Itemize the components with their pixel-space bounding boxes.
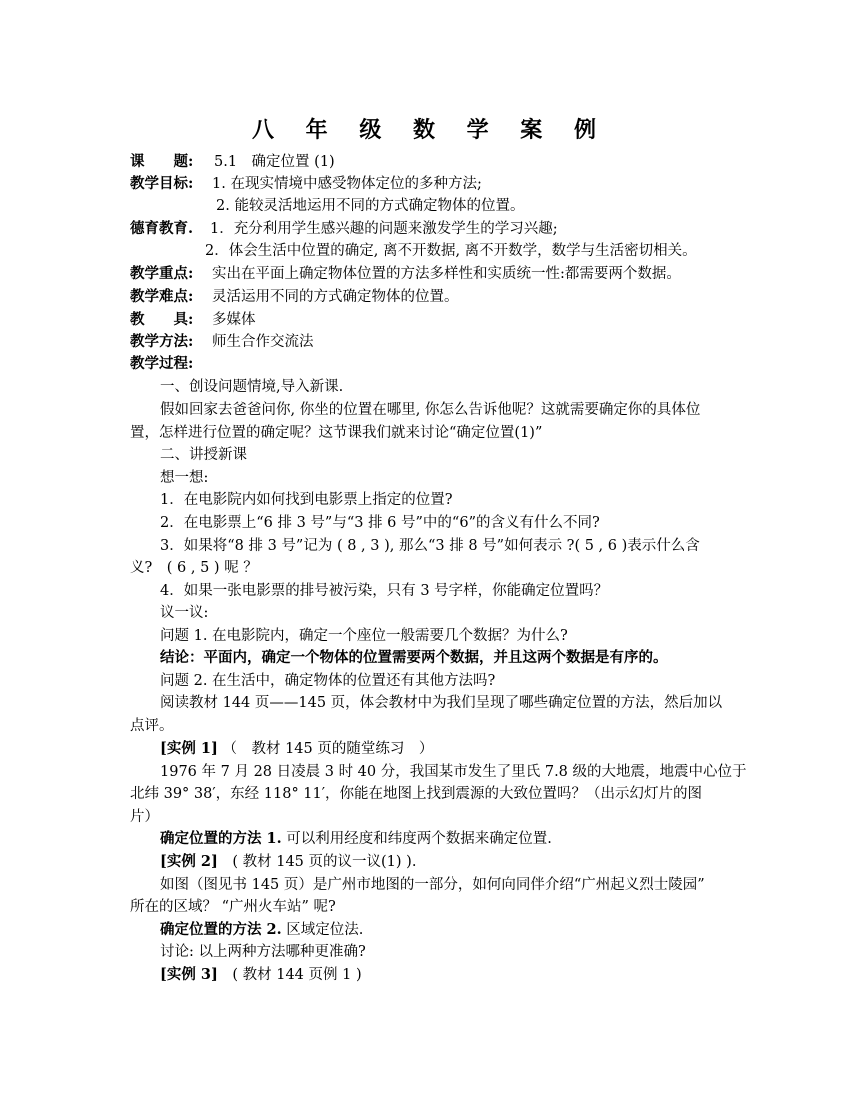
moral-2: 2．体会生活中位置的确定, 离不开数据, 离不开数学，数学与生活密切相关。 [205,243,697,259]
example-2-line-1: 如图（图见书 145 页）是广州市地图的一部分，如何向同伴介绍“广州起义烈士陵园” [160,877,705,893]
method-2-text: 区域定位法. [281,922,364,938]
key-value: 实出在平面上确定物体位置的方法多样性和实质统一性:都需要两个数据。 [212,266,681,282]
goal-2: 2. 能较灵活地运用不同的方式确定物体的位置。 [216,198,525,214]
example-3-source: ( 教材 144 页例 1 ) [217,967,362,983]
goal-1: 1. 在现实情境中感受物体定位的多种方法; [212,176,482,192]
difficult-value: 灵活运用不同的方式确定物体的位置。 [212,289,459,305]
question-4: 4．如果一张电影票的排号被污染，只有 3 号字样，你能确定位置吗？ [160,583,609,599]
method-label: 教学方法: [130,333,194,350]
section-1-heading: 一、创设问题情境,导入新课. [160,379,344,395]
example-1-line-1: 1976 年 7 月 28 日凌晨 3 时 40 分，我国某市发生了里氏 7.8 级的大地震，地震中心位于 [160,764,747,780]
problem-2: 问题 2. 在生活中，确定物体的位置还有其他方法吗? [160,673,496,689]
example-2-line-2: 所在的区域？ “广州火车站” 呢? [130,899,336,915]
moral-row [130,219,558,239]
question-3-line-1: 3．如果将“8 排 3 号”记为 ( 8 , 3 ), 那么“3 排 8 号”如何表示 ?( 5 , 6 )表示什么含 [160,538,700,554]
example-1-line-3: 片） [130,809,159,825]
example-1-label: [实例 1] [160,740,218,757]
document-title: 八 年 级 数 学 案 例 [252,117,608,143]
moral-label: 德育教育. [130,220,194,237]
key-label: 教学重点: [130,265,194,282]
example-1-source: （ 教材 145 页的随堂练习 ） [222,741,434,757]
topic-label: 课 题: [130,153,194,170]
conclusion: 结论：平面内，确定一个物体的位置需要两个数据，并且这两个数据是有序的。 [160,649,668,666]
reading-line-1: 阅读教材 144 页——145 页，体会教材中为我们呈现了哪些确定位置的方法，然后加以 [160,695,723,711]
section-2-heading: 二、讲授新课 [160,447,247,463]
goals-row [130,174,482,194]
tools-value: 多媒体 [212,312,256,328]
example-2-heading [160,852,416,872]
example-3-label: [实例 3] [160,966,218,983]
paragraph-1-line-1: 假如回家去爸爸问你, 你坐的位置在哪里, 你怎么告诉他呢？这就需要确定你的具体位 [160,402,701,418]
topic-value: 5.1 确定位置 (1) [214,154,335,170]
key-row [130,264,681,284]
example-1-heading [160,739,433,759]
discuss-heading: 议一议: [160,605,209,621]
method-1-label: 确定位置的方法 1. [160,830,282,847]
discussion-line: 讨论: 以上两种方法哪种更准确? [160,944,366,960]
method-value: 师生合作交流法 [212,334,314,350]
method-row [130,332,314,352]
method-2-label: 确定位置的方法 2. [160,921,282,938]
tools-label: 教 具: [130,311,194,328]
example-2-source: ( 教材 145 页的议一议(1) ). [217,854,417,870]
method-2-row [160,920,363,940]
difficult-label: 教学难点: [130,288,194,305]
question-2: 2．在电影票上“6 排 3 号”与“3 排 6 号”中的“6”的含义有什么不同? [160,515,600,531]
method-1-text: 可以利用经度和纬度两个数据来确定位置. [281,831,552,847]
tools-row [130,310,256,330]
paragraph-1-line-2: 置，怎样进行位置的确定呢？这节课我们就来讨论“确定位置(1)” [130,425,543,441]
topic-row [130,152,335,172]
question-1: 1．在电影院内如何找到电影票上指定的位置? [160,492,453,508]
moral-1: 1．充分利用学生感兴趣的问题来激发学生的学习兴趣; [210,221,558,237]
example-1-line-2: 北纬 39° 38′，东经 118° 11′，你能在地图上找到震源的大致位置吗？（出示幻灯片的图 [130,786,703,802]
think-heading: 想一想: [160,470,209,486]
method-1-row [160,829,552,849]
difficult-row [130,287,459,307]
problem-1: 问题 1. 在电影院内，确定一个座位一般需要几个数据？为什么? [160,628,568,644]
example-2-label: [实例 2] [160,853,218,870]
process-label: 教学过程: [130,355,194,372]
reading-line-2: 点评。 [130,718,174,734]
question-3-line-2: 义? ( 6 , 5 ) 呢 ？ [130,560,258,576]
example-3-heading [160,965,362,985]
goals-label: 教学目标: [130,175,194,192]
